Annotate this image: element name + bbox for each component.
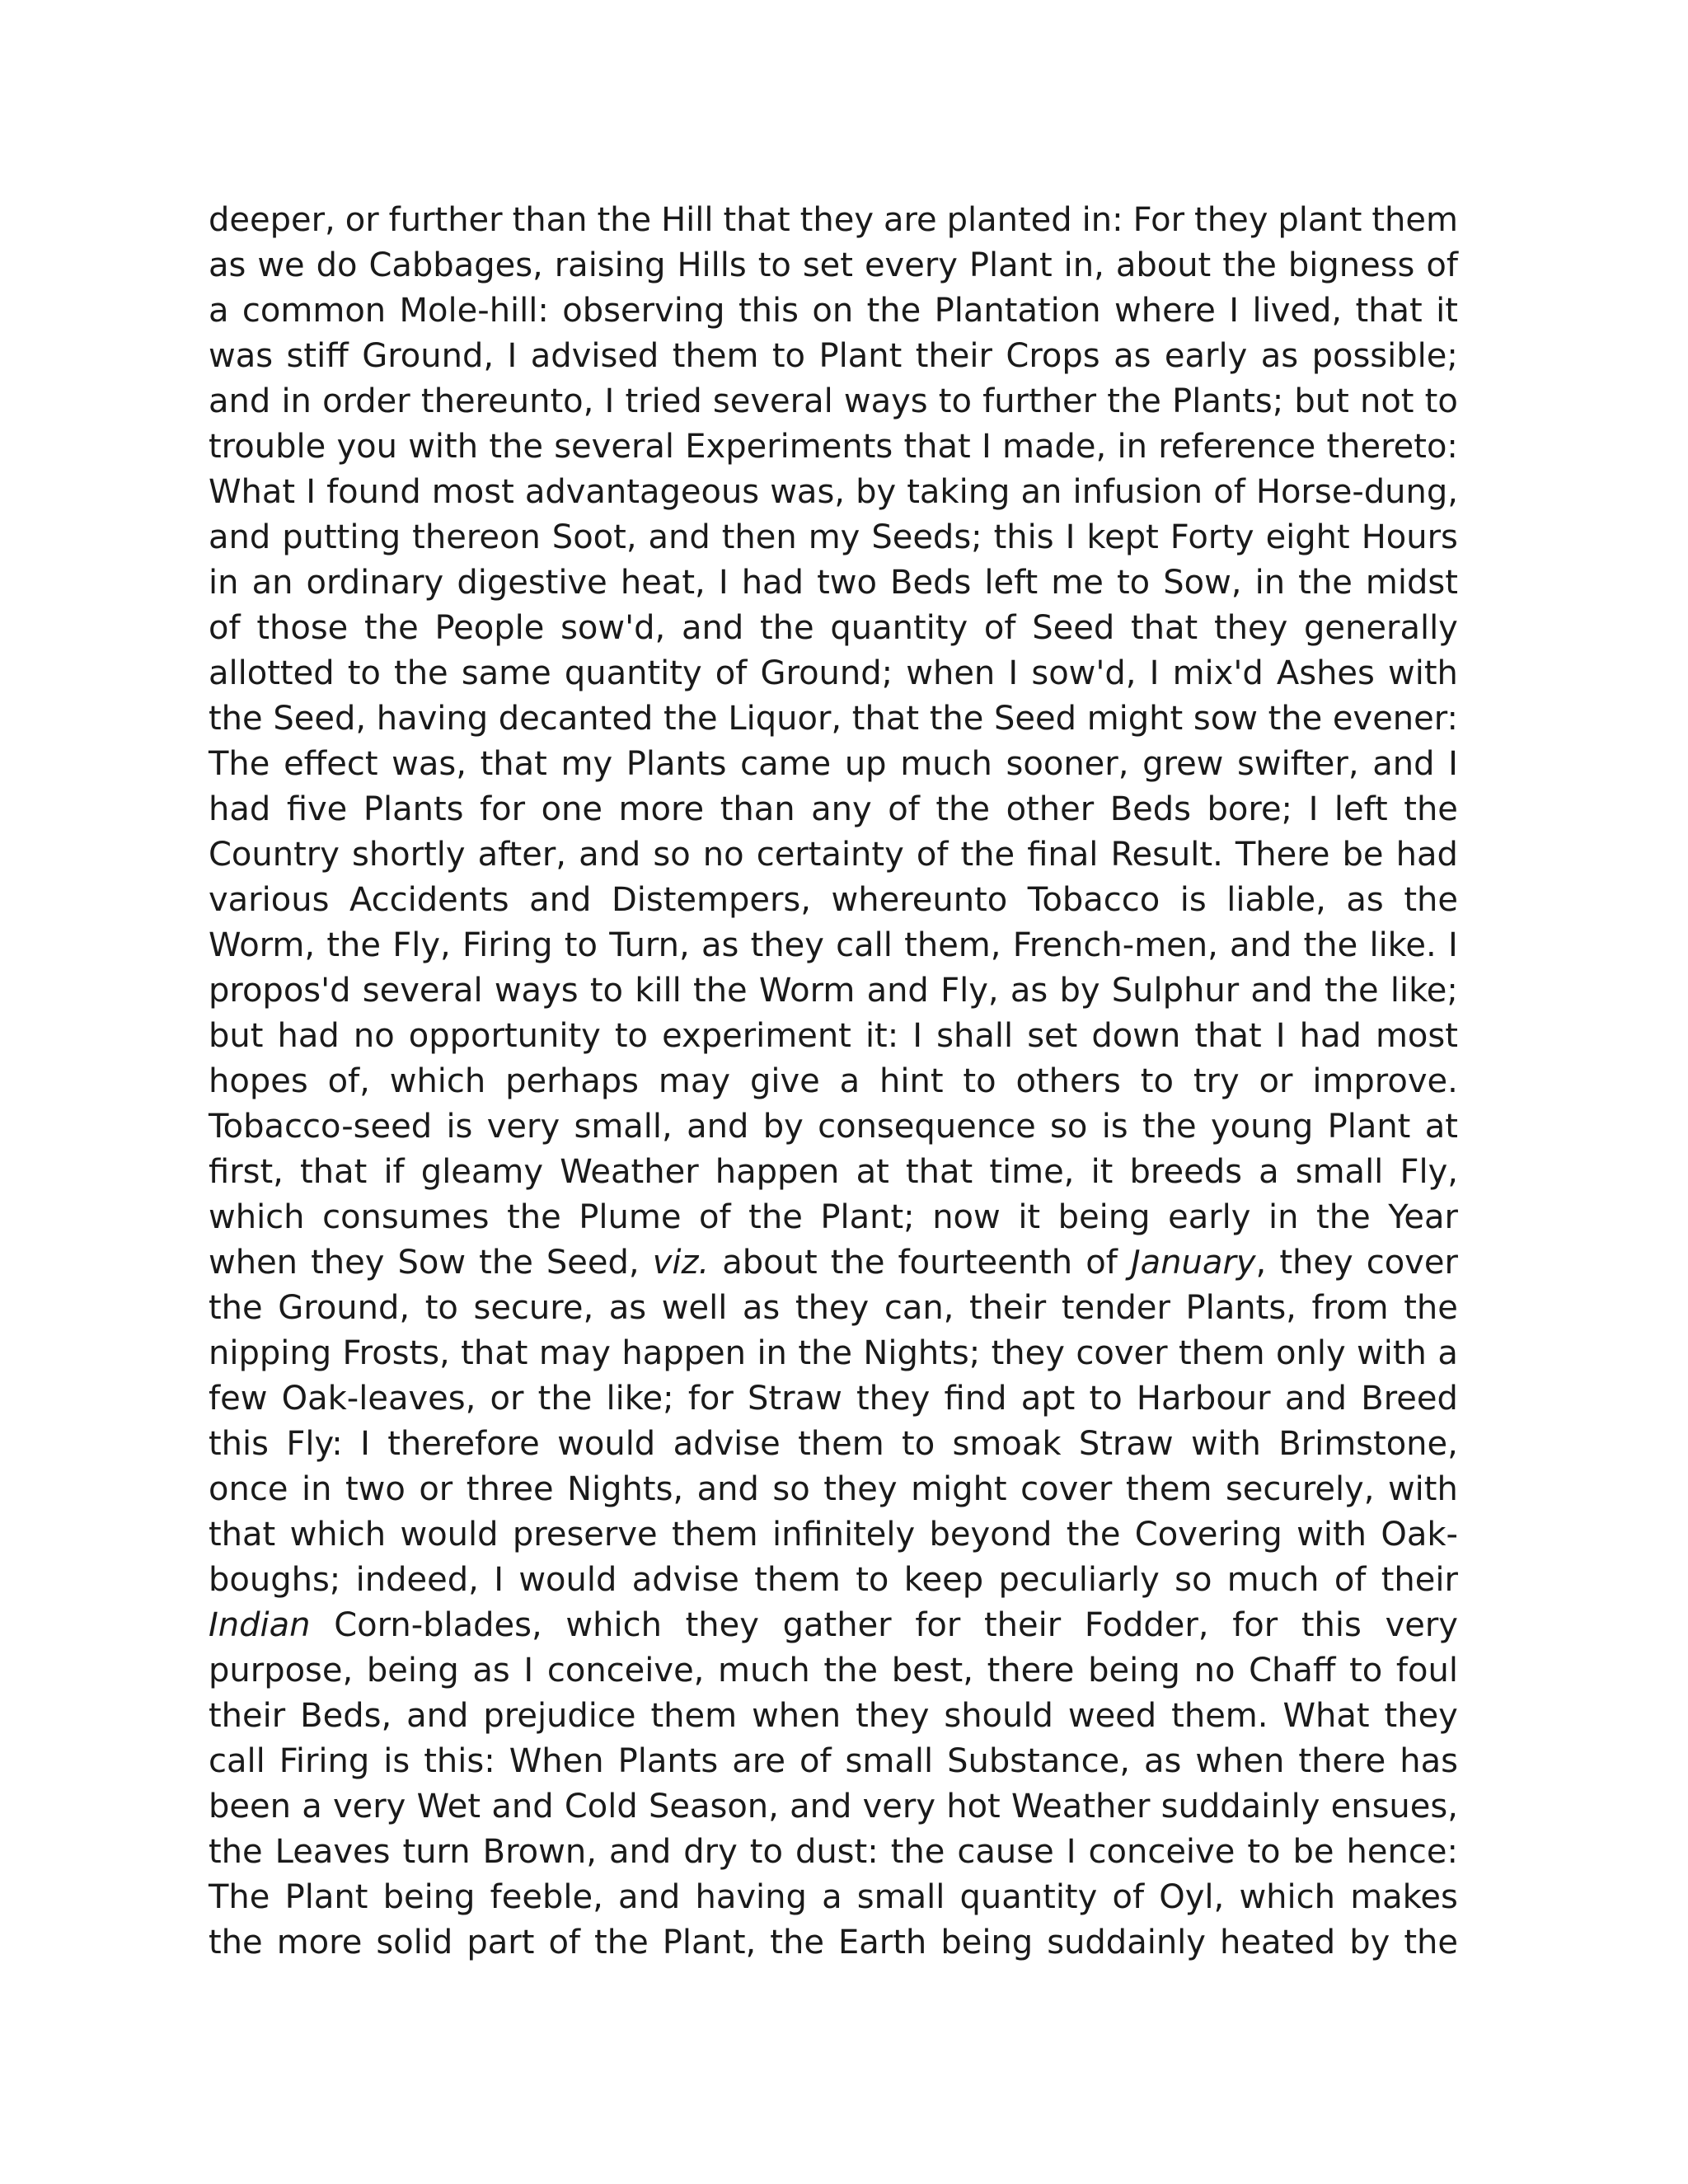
text-line: a common Mole-hill: observing this on the Plantation where I lived, that it — [209, 292, 1458, 330]
text-line: deeper, or further than the Hill that they are planted in: For they plant them — [209, 201, 1458, 239]
text-line: allotted to the same quantity of Ground; when I sow'd, I mix'd Ashes with — [209, 654, 1458, 692]
text-line: the Ground, to secure, as well as they can, their tender Plants, from the — [209, 1289, 1458, 1327]
text-line: of those the People sow'd, and the quantity of Seed that they generally — [209, 609, 1458, 647]
text-line: Worm, the Fly, Firing to Turn, as they call them, French-men, and the like. I — [209, 926, 1458, 964]
text-line: the Leaves turn Brown, and dry to dust: the cause I conceive to be hence: — [209, 1833, 1458, 1871]
text-line: The Plant being feeble, and having a small quantity of Oyl, which makes — [209, 1878, 1458, 1916]
text-line: call Firing is this: When Plants are of small Substance, as when there has — [209, 1742, 1458, 1780]
text-line: been a very Wet and Cold Season, and very hot Weather suddainly ensues, — [209, 1788, 1458, 1825]
text-line: this Fly: I therefore would advise them to smoak Straw with Brimstone, — [209, 1425, 1458, 1463]
text-line: Country shortly after, and so no certainty of the final Result. There be had — [209, 836, 1458, 874]
body-text — [209, 198, 1458, 1966]
text-line: Tobacco-seed is very small, and by consequence so is the young Plant at — [209, 1108, 1458, 1146]
text-line: What I found most advantageous was, by taking an infusion of Horse-dung, — [209, 473, 1458, 511]
text-line: which consumes the Plume of the Plant; now it being early in the Year — [209, 1198, 1458, 1236]
text-line: had five Plants for one more than any of the other Beds bore; I left the — [209, 790, 1458, 828]
text-line: in an ordinary digestive heat, I had two Beds left me to Sow, in the midst — [209, 564, 1458, 602]
text-line: that which would preserve them infinitely beyond the Covering with Oak- — [209, 1516, 1458, 1554]
text-line: trouble you with the several Experiments that I made, in reference thereto: — [209, 428, 1458, 466]
text-line: few Oak-leaves, or the like; for Straw they find apt to Harbour and Breed — [209, 1380, 1458, 1418]
text-line: the Seed, having decanted the Liquor, that the Seed might sow the evener: — [209, 700, 1458, 738]
text-line: boughs; indeed, I would advise them to keep peculiarly so much of their — [209, 1561, 1458, 1599]
text-line: but had no opportunity to experiment it: I shall set down that I had most — [209, 1017, 1458, 1055]
text-line: was stiff Ground, I advised them to Plant their Crops as early as possible; — [209, 337, 1458, 375]
text-line: first, that if gleamy Weather happen at that time, it breeds a small Fly, — [209, 1153, 1458, 1191]
text-line: as we do Cabbages, raising Hills to set every Plant in, about the bigness of — [209, 246, 1458, 284]
text-line: once in two or three Nights, and so they might cover them securely, with — [209, 1470, 1458, 1508]
text-line: nipping Frosts, that may happen in the Nights; they cover them only with a — [209, 1334, 1458, 1372]
text-line: their Beds, and prejudice them when they should weed them. What they — [209, 1697, 1458, 1735]
text-line: various Accidents and Distempers, whereunto Tobacco is liable, as the — [209, 881, 1458, 919]
text-line: and putting thereon Soot, and then my Seeds; this I kept Forty eight Hours — [209, 518, 1458, 556]
text-line: Indian Corn-blades, which they gather for their Fodder, for this very — [209, 1606, 1458, 1644]
text-line: purpose, being as I conceive, much the best, there being no Chaff to foul — [209, 1652, 1458, 1690]
text-line: when they Sow the Seed, viz. about the fourteenth of January, they cover — [209, 1244, 1458, 1282]
text-line: The effect was, that my Plants came up much sooner, grew swifter, and I — [209, 745, 1458, 783]
text-line: the more solid part of the Plant, the Earth being suddainly heated by the — [209, 1924, 1458, 1961]
text-line: propos'd several ways to kill the Worm and Fly, as by Sulphur and the like; — [209, 972, 1458, 1010]
text-line: and in order thereunto, I tried several ways to further the Plants; but not to — [209, 382, 1458, 420]
text-line: hopes of, which perhaps may give a hint to others to try or improve. — [209, 1062, 1458, 1100]
